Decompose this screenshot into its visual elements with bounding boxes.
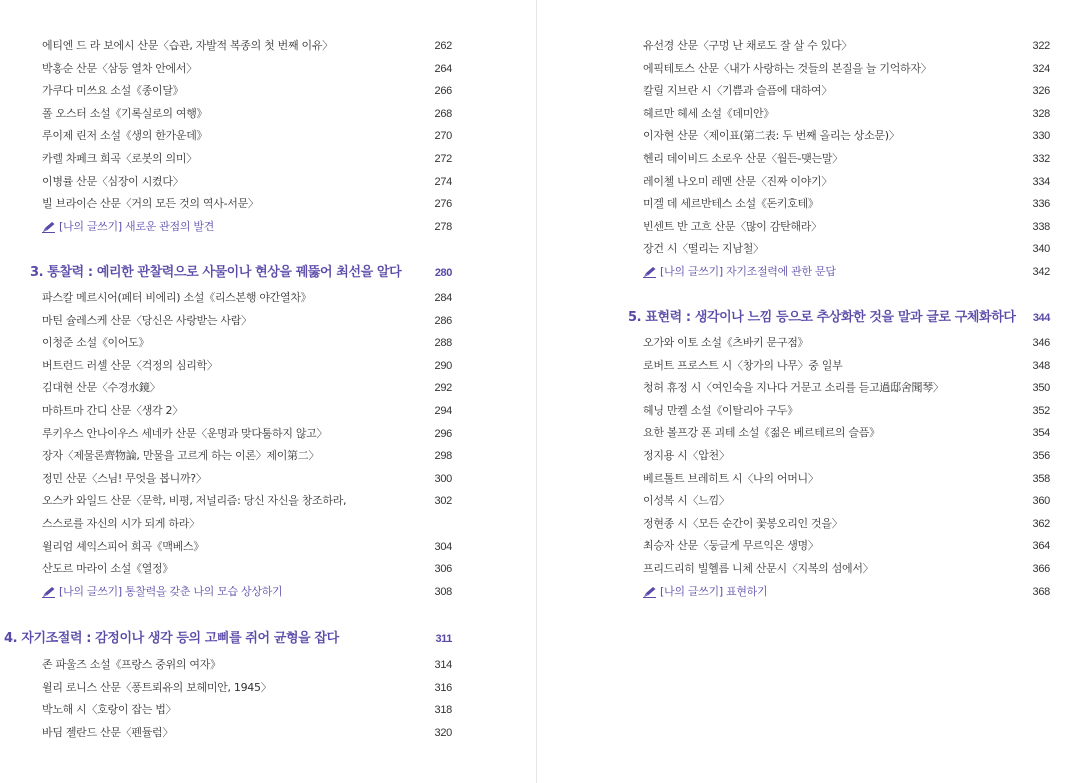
toc-entry xyxy=(643,558,1050,580)
page-number: 272 xyxy=(434,153,452,165)
toc-entry xyxy=(42,125,452,147)
toc-entry xyxy=(643,238,1050,260)
entry-title: 마하트마 간디 산문〈생각 2〉 xyxy=(42,404,183,417)
entry-title: 폴 오스터 소설《기록실로의 여행》 xyxy=(42,106,208,120)
writing-exercise-entry xyxy=(643,261,1050,283)
toc-entry xyxy=(42,148,452,170)
entry-title: 빈센트 반 고흐 산문〈많이 감탄해라〉 xyxy=(643,219,822,233)
entry-title: 김대현 산문〈수경水鏡〉 xyxy=(42,381,161,395)
entry-title: 마틴 슐레스케 산문〈당신은 사랑받는 사람〉 xyxy=(42,313,252,327)
toc-entry xyxy=(42,287,452,309)
toc-entry xyxy=(643,80,1050,102)
section-heading xyxy=(4,627,452,651)
page-number: 346 xyxy=(1032,337,1050,349)
toc-entry xyxy=(42,377,452,399)
toc-entry xyxy=(42,445,452,467)
page-number: 266 xyxy=(434,85,452,98)
entry-title: 이자현 산문〈제이표(第二表: 두 번째 올리는 상소문)〉 xyxy=(643,129,900,143)
page-number: 350 xyxy=(1032,382,1050,395)
entry-title: 이청준 소설《이어도》 xyxy=(42,336,150,350)
page-number: 290 xyxy=(434,359,452,372)
page-number: 270 xyxy=(434,130,452,143)
entry-title: 정민 산문〈스님! 무엇을 봅니까?〉 xyxy=(42,471,207,485)
page-number: 336 xyxy=(1032,198,1050,211)
page-number: 362 xyxy=(1032,517,1050,530)
page-number: 364 xyxy=(1032,540,1050,553)
page-number: 324 xyxy=(1032,62,1050,75)
writing-exercise-entry xyxy=(42,581,452,603)
entry-title: 최승자 산문〈둥글게 무르익은 생명〉 xyxy=(643,539,819,553)
entry-title: 칼릴 지브란 시〈기쁨과 슬픔에 대하여〉 xyxy=(643,84,833,98)
toc-entry xyxy=(643,125,1050,147)
entry-title: 헤닝 만켈 소설《이탈리아 구두》 xyxy=(643,403,798,417)
entry-title: 에픽테토스 산문〈내가 사랑하는 것들의 본질을 늘 기억하자〉 xyxy=(643,61,932,75)
page-number: 306 xyxy=(434,563,452,576)
entry-title: 에티엔 드 라 보에시 산문〈습관, 자발적 복종의 첫 번째 이유〉 xyxy=(42,39,333,52)
entry-title: 이성복 시〈느낌〉 xyxy=(643,494,730,508)
page-number: 348 xyxy=(1032,359,1050,372)
page-number: 340 xyxy=(1032,243,1050,256)
toc-entry xyxy=(643,377,1050,399)
page-number: 302 xyxy=(434,495,452,508)
entry-title: 카렐 차페크 희곡〈로봇의 의미〉 xyxy=(42,152,197,165)
page-number: 280 xyxy=(434,267,452,279)
toc-entry xyxy=(643,216,1050,238)
page-number: 276 xyxy=(434,198,452,211)
entry-title: 요한 볼프강 폰 괴테 소설《젊은 베르테르의 슬픔》 xyxy=(643,426,880,440)
page-number: 368 xyxy=(1032,585,1050,598)
section-heading xyxy=(628,306,1050,330)
toc-entry xyxy=(643,193,1050,215)
toc-entry xyxy=(643,58,1050,80)
pencil-icon xyxy=(42,586,56,598)
entry-title: 청허 휴정 시〈여인숙을 지나다 거문고 소리를 듣고過邸舍聞琴〉 xyxy=(643,381,944,395)
toc-entry xyxy=(42,699,452,721)
page-number: 294 xyxy=(434,405,452,417)
entry-title: 장자〈제물론齊物論, 만물을 고르게 하는 이론〉제이第二〉 xyxy=(42,449,320,463)
entry-title: 정현종 시〈모든 순간이 꽃봉오리인 것을〉 xyxy=(643,516,843,530)
entry-title: 장건 시〈떨리는 지남철〉 xyxy=(643,242,764,256)
page-number: 311 xyxy=(435,633,452,645)
toc-entry xyxy=(643,445,1050,467)
toc-entry xyxy=(42,513,452,535)
section-title: 4. 자기조절력 : 감정이나 생각 등의 고삐를 쥐어 균형을 잡다 xyxy=(4,631,339,646)
page-number: 322 xyxy=(1032,40,1050,52)
page-number: 308 xyxy=(434,585,452,598)
page-number: 298 xyxy=(434,450,452,463)
page-number: 344 xyxy=(1032,312,1050,324)
toc-entry xyxy=(643,490,1050,512)
entry-title: 오스카 와일드 산문〈문학, 비평, 저널리즘: 당신 자신을 창조하라, xyxy=(42,494,347,508)
toc-entry xyxy=(643,355,1050,377)
toc-entry xyxy=(643,103,1050,125)
toc-entry xyxy=(42,558,452,580)
page-number: 284 xyxy=(434,292,452,304)
page-number: 262 xyxy=(434,40,452,52)
pencil-icon xyxy=(643,586,657,598)
page-number: 338 xyxy=(1032,220,1050,233)
toc-entry xyxy=(42,536,452,558)
entry-title: 산도르 마라이 소설《열정》 xyxy=(42,562,174,576)
entry-title: 존 파울즈 소설《프랑스 중위의 여자》 xyxy=(42,658,221,671)
toc-entry xyxy=(42,355,452,377)
page-number: 278 xyxy=(434,220,452,233)
entry-title: 윌리엄 셰익스피어 희곡《맥베스》 xyxy=(42,539,205,553)
page-number: 304 xyxy=(434,540,452,553)
entry-title: [나의 글쓰기] 새로운 관점의 발견 xyxy=(59,219,215,233)
entry-title: 루이제 린저 소설《생의 한가운데》 xyxy=(42,129,208,143)
entry-title: 버트런드 러셀 산문〈걱정의 심리학〉 xyxy=(42,358,218,372)
entry-title: 가쿠다 미쓰요 소설《종이달》 xyxy=(42,84,184,98)
entry-title: 오가와 이토 소설《츠바키 문구점》 xyxy=(643,336,809,349)
entry-title: 바딤 젤란드 산문〈펜듈럼〉 xyxy=(42,725,174,739)
entry-title: 정지용 시〈압천〉 xyxy=(643,449,730,462)
section-heading xyxy=(30,261,452,285)
entry-title: 미겔 데 세르반테스 소설《돈키호테》 xyxy=(643,197,819,211)
toc-entry xyxy=(42,677,452,699)
entry-title: 박노해 시〈호랑이 잡는 법〉 xyxy=(42,703,177,717)
page-number: 332 xyxy=(1032,153,1050,165)
toc-entry xyxy=(643,400,1050,422)
page-number: 330 xyxy=(1032,130,1050,143)
toc-entry xyxy=(42,103,452,125)
page-number: 296 xyxy=(434,427,452,440)
toc-entry xyxy=(42,468,452,490)
toc-entry xyxy=(42,58,452,80)
entry-title: 레이첼 나오미 레멘 산문〈진짜 이야기〉 xyxy=(643,174,833,188)
page-number: 292 xyxy=(434,382,452,395)
entry-title: 유선경 산문〈구멍 난 채로도 잘 살 수 있다〉 xyxy=(643,39,852,52)
pencil-icon xyxy=(42,221,56,233)
toc-entry xyxy=(42,722,452,744)
toc-entry xyxy=(42,310,452,332)
entry-title: 헤르만 헤세 소설《데미안》 xyxy=(643,106,775,120)
page-number: 264 xyxy=(434,62,452,75)
toc-entry xyxy=(643,148,1050,170)
entry-title: [나의 글쓰기] 자기조절력에 관한 문답 xyxy=(660,265,836,278)
toc-entry xyxy=(42,193,452,215)
section-title: 3. 통찰력 : 예리한 관찰력으로 사물이나 현상을 꿰뚫어 최선을 알다 xyxy=(30,265,402,280)
entry-title: 스스로를 자신의 시가 되게 하라〉 xyxy=(42,517,200,530)
page-number: 326 xyxy=(1032,85,1050,98)
page-number: 320 xyxy=(434,726,452,739)
entry-title: 이병률 산문〈심장이 시켰다〉 xyxy=(42,174,184,188)
toc-entry xyxy=(42,80,452,102)
toc-entry xyxy=(643,535,1050,557)
pencil-icon xyxy=(643,266,657,278)
toc-entry xyxy=(42,332,452,354)
entry-title: 윌리 로니스 산문〈퐁트뢰유의 보헤미안, 1945〉 xyxy=(42,680,272,694)
page-number: 288 xyxy=(434,337,452,350)
toc-entry xyxy=(42,423,452,445)
toc-entry xyxy=(42,35,452,57)
left-page xyxy=(0,0,536,783)
entry-title: 베르톨트 브레히트 시〈나의 어머니〉 xyxy=(643,471,819,485)
entry-title: 헨리 데이비드 소로우 산문〈월든-맺는말〉 xyxy=(643,152,843,165)
page-number: 352 xyxy=(1032,404,1050,417)
entry-title: 프리드리히 빌헬름 니체 산문시〈지복의 섬에서〉 xyxy=(643,562,874,575)
toc-entry xyxy=(643,513,1050,535)
page-number: 300 xyxy=(434,472,452,485)
section-title: 5. 표현력 : 생각이나 느낌 등으로 추상화한 것을 말과 글로 구체화하다 xyxy=(628,310,1016,325)
toc-entry xyxy=(42,171,452,193)
page-number: 318 xyxy=(434,704,452,717)
toc-entry xyxy=(42,400,452,422)
page-number: 342 xyxy=(1032,266,1050,278)
entry-title: 박홍순 산문〈삼등 열차 안에서〉 xyxy=(42,61,197,75)
page-number: 354 xyxy=(1032,427,1050,440)
right-page xyxy=(537,0,1077,783)
entry-title: 빌 브라이슨 산문〈거의 모든 것의 역사-서문〉 xyxy=(42,197,259,211)
toc-entry xyxy=(643,171,1050,193)
entry-title: [나의 글쓰기] 통찰력을 갖춘 나의 모습 상상하기 xyxy=(59,584,283,598)
writing-exercise-entry xyxy=(643,581,1050,603)
page-number: 328 xyxy=(1032,107,1050,120)
toc-entry xyxy=(42,654,452,676)
writing-exercise-entry xyxy=(42,216,452,238)
page-number: 316 xyxy=(434,681,452,694)
page-number: 356 xyxy=(1032,450,1050,462)
entry-title: [나의 글쓰기] 표현하기 xyxy=(660,584,768,598)
toc-entry xyxy=(643,35,1050,57)
toc-entry xyxy=(643,422,1050,444)
entry-title: 로버트 프로스트 시〈창가의 나무〉중 일부 xyxy=(643,358,843,372)
entry-title: 루키우스 안나이우스 세네카 산문〈운명과 맞다툼하지 않고〉 xyxy=(42,426,328,440)
entry-title: 파스칼 메르시어(페터 비에리) 소설《리스본행 야간열차》 xyxy=(42,291,312,304)
page-number: 358 xyxy=(1032,472,1050,485)
toc-entry xyxy=(42,490,452,512)
page-number: 314 xyxy=(434,659,452,671)
page-number: 274 xyxy=(434,175,452,188)
toc-entry xyxy=(643,332,1050,354)
page-number: 366 xyxy=(1032,563,1050,575)
page-number: 360 xyxy=(1032,495,1050,508)
page-number: 334 xyxy=(1032,175,1050,188)
page-number: 286 xyxy=(434,314,452,327)
toc-entry xyxy=(643,468,1050,490)
page-number: 268 xyxy=(434,107,452,120)
